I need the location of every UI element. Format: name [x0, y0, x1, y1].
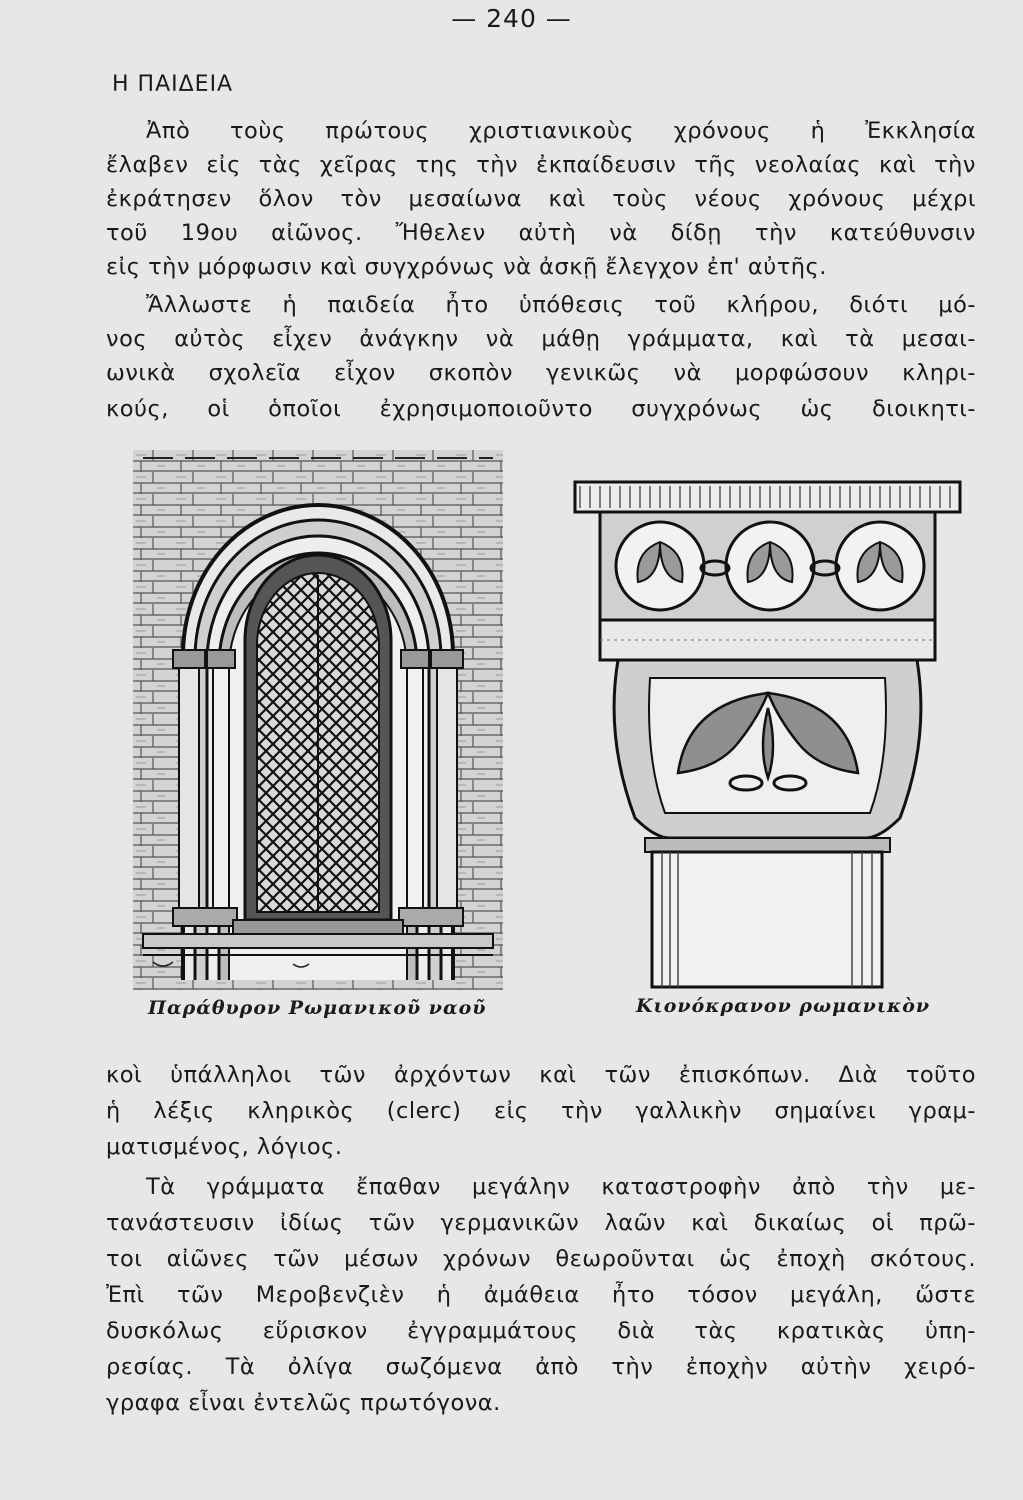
text-line: τοι αἰῶνες τῶν μέσων χρόνων θεωροῦνται ὡς ἐποχὴ σκότους. — [106, 1246, 976, 1272]
text-line: ματισμένος, λόγιος. — [106, 1134, 343, 1160]
text-line: δυσκόλως εὕρισκον ἐγγραμμάτους διὰ τὰς κρατικὰς ὑπη- — [106, 1318, 976, 1344]
text-line: Ἀπὸ τοὺς πρώτους χριστιανικοὺς χρόνους ἡ Ἐκκλησία — [146, 118, 976, 144]
text-line: ἡ λέξις κληρικὸς (clerc) εἰς τὴν γαλλικὴν σημαίνει γραμ- — [106, 1098, 976, 1124]
text-line: τοῦ 19ου αἰῶνος. Ἤθελεν αὐτὴ νὰ δίδῃ τὴν κατεύθυνσιν — [106, 220, 976, 246]
text-line: ρεσίας. Τὰ ὀλίγα σωζόμενα ἀπὸ τὴν ἐποχὴν αὐτὴν χειρό- — [106, 1354, 976, 1380]
caption-romanesque-capital: Κιονόκρανον ρωμανικὸν — [636, 995, 931, 1017]
caption-romanesque-window: Παράθυρον Ρωμανικοῦ ναοῦ — [148, 997, 487, 1019]
figure-romanesque-window — [133, 450, 503, 990]
romanesque-capital-illustration — [570, 478, 965, 990]
text-line: ἐκράτησεν ὅλον τὸν μεσαίωνα καὶ τοὺς νέους χρόνους μέχρι — [106, 186, 976, 212]
figure-romanesque-capital — [570, 478, 965, 990]
text-line: γραφα εἶναι ἐντελῶς πρωτόγονα. — [106, 1390, 501, 1416]
section-title: Η ΠΑΙΔΕΙΑ — [112, 72, 234, 97]
text-line: εἰς τὴν μόρφωσιν καὶ συγχρόνως νὰ ἀσκῇ ἔλεγχον ἐπ' αὐτῆς. — [106, 254, 827, 280]
text-line: ἔλαβεν εἰς τὰς χεῖρας της τὴν ἐκπαίδευσιν τῆς νεολαίας καὶ τὴν — [106, 152, 976, 178]
text-line: ωνικὰ σχολεῖα εἶχον σκοπὸν γενικῶς νὰ μορφώσουν κληρι- — [106, 360, 976, 386]
text-line: Ἐπὶ τῶν Μεροβενζιὲν ἡ ἀμάθεια ἦτο τόσον μεγάλη, ὥστε — [106, 1282, 976, 1308]
page-number: — 240 — — [451, 4, 572, 33]
text-line: Τὰ γράμματα ἔπαθαν μεγάλην καταστροφὴν ἀπὸ τὴν με- — [146, 1174, 976, 1200]
text-line: τανάστευσιν ἰδίως τῶν γερμανικῶν λαῶν καὶ δικαίως οἱ πρῶ- — [106, 1210, 976, 1236]
text-line: κοὶ ὑπάλληλοι τῶν ἀρχόντων καὶ τῶν ἐπισκόπων. Διὰ τοῦτο — [106, 1062, 976, 1088]
text-line: κούς, οἱ ὁποῖοι ἐχρησιμοποιοῦντο συγχρόνως ὡς διοικητι- — [106, 396, 976, 422]
text-line: Ἄλλωστε ἡ παιδεία ἦτο ὑπόθεσις τοῦ κλήρου, διότι μό- — [146, 292, 976, 318]
romanesque-window-illustration — [133, 450, 503, 990]
text-line: νος αὐτὸς εἶχεν ἀνάγκην νὰ μάθῃ γράμματα, καὶ τὰ μεσαι- — [106, 326, 976, 352]
